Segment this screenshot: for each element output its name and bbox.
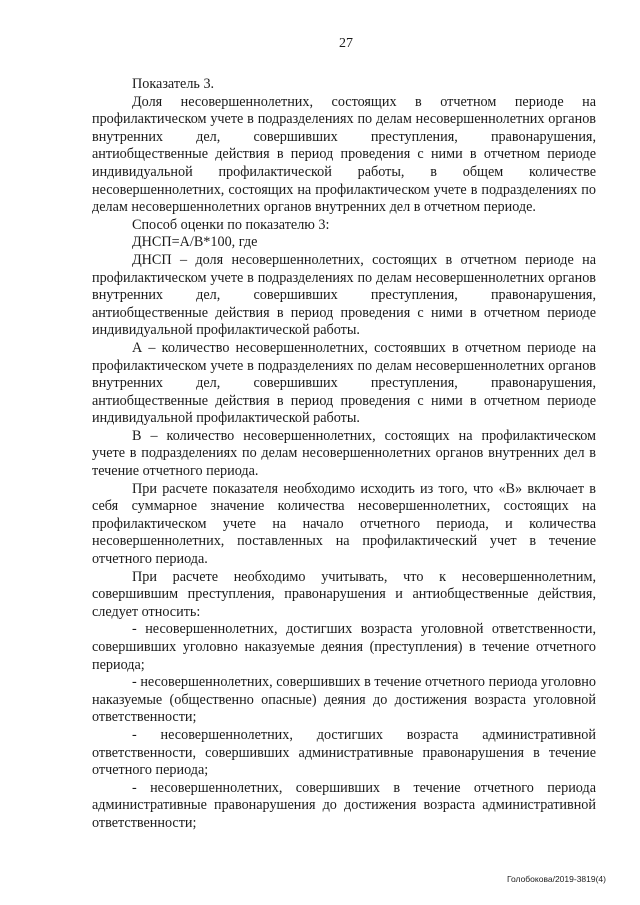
formula-term-dnsp: ДНСП – доля несовершеннолетних, состоящих в отчетном периоде на профилактическом учете в подразделениях по делам несовершеннолетних органов внутренних дел, совершивших преступления, правонарушения, антиобщественные действия в период проведения с ними в отчетном периоде индивидуальной профилактической работы.: [92, 251, 596, 339]
calculation-criteria-intro: При расчете необходимо учитывать, что к несовершеннолетним, совершившим преступления, правонарушения и антиобщественные действия, следует относить:: [92, 568, 596, 620]
indicator-heading: Показатель 3.: [132, 76, 215, 92]
list-item: - несовершеннолетних, совершивших в течение отчетного периода административные правонарушения до достижения возраста административной ответственности;: [92, 779, 596, 831]
list-item: - несовершеннолетних, достигших возраста уголовной ответственности, совершивших уголовно наказуемые деяния (преступления) в течение отчетного периода;: [92, 621, 596, 673]
indicator-definition: Доля несовершеннолетних, состоящих в отчетном периоде на профилактическом учете в подразделениях по делам несовершеннолетних органов внутренних дел, совершивших преступления, правонарушения, антиобщественные действия в период проведения с ними в отчетном периоде индивидуальной профилактической работы, в общем количестве несовершеннолетних, состоящих на профилактическом учете в подразделениях по делам несовершеннолетних органов внутренних дел в отчетном периоде.: [92, 93, 596, 216]
formula-term-b: В – количество несовершеннолетних, состоящих на профилактическом учете в подразделениях по делам несовершеннолетних органов внутренних дел в течение отчетного периода.: [92, 427, 596, 480]
method-heading: Способ оценки по показателю 3:: [132, 216, 330, 233]
list-item: - несовершеннолетних, достигших возраста административной ответственности, совершивших административные правонарушения в течение отчетного периода;: [92, 726, 596, 779]
formula: ДНСП=А/В*100, где: [132, 234, 258, 251]
calculation-note: При расчете показателя необходимо исходить из того, что «В» включает в себя суммарное значение количества несовершеннолетних, состоящих на профилактическом учете на начало отчетного периода, и количества несовершеннолетних, поставленных на профилактический учет в течение отчетного периода.: [92, 480, 596, 568]
formula-term-a: А – количество несовершеннолетних, состоявших в отчетном периоде на профилактическом учете в подразделениях по делам несовершеннолетних органов внутренних дел, совершивших преступления, правонарушения, антиобщественные действия в период проведения с ними в отчетном периоде индивидуальной профилактической работы.: [92, 339, 596, 427]
document-body: [92, 76, 596, 833]
footer-reference: Голобокова/2019-3819(4): [506, 874, 606, 884]
page-number: 27: [339, 36, 353, 51]
list-item: - несовершеннолетних, совершивших в течение отчетного периода уголовно наказуемые (общественно опасные) деяния до достижения возраста уголовной ответственности;: [92, 674, 596, 726]
